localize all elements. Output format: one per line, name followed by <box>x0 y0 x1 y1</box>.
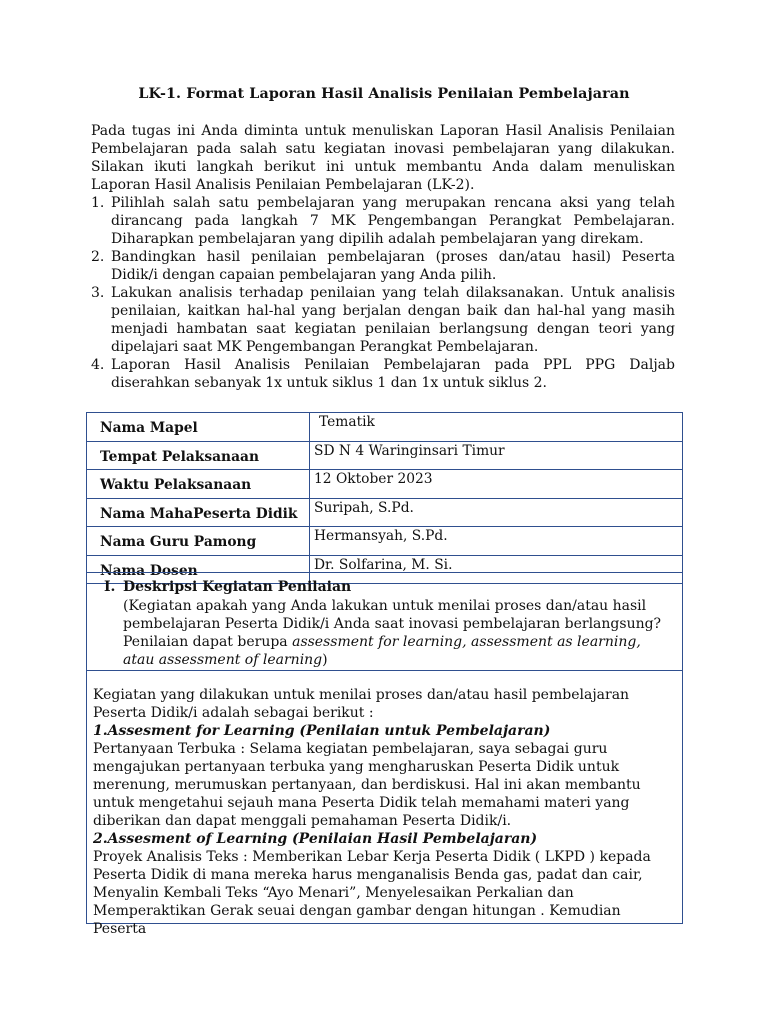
step-text: Lakukan analisis terhadap penilaian yang telah dilaksanakan. Untuk analisis penilaian, kaitkan hal-hal yang berjalan dengan baik dan hal-hal yang masih menjadi hambatan saat kegiatan penilaian berlangsung dengan teori yang dipelajari saat MK Pengembangan Perangkat Pembelajaran. <box>111 285 675 355</box>
section-roman-numeral: I. <box>104 579 116 595</box>
table-row <box>87 470 683 499</box>
step-text: Bandingkan hasil penilaian pembelajaran (proses dan/atau hasil) Peserta Didik/i dengan capaian pembelajaran yang Anda pilih. <box>111 249 675 283</box>
intro-paragraph: Pada tugas ini Anda diminta untuk menuliskan Laporan Hasil Analisis Penilaian Pembelajaran pada salah satu kegiatan inovasi pembelajaran yang dilakukan. Silakan ikuti langkah berikut ini untuk membantu Anda dalam menuliskan Laporan Hasil Analisis Penilaian Pembelajaran (LK-2). <box>91 123 675 193</box>
subheading-assessment-for-learning: 1.Assesment for Learning (Penilaian untuk Pembelajaran) <box>93 723 551 739</box>
section-heading <box>104 579 351 595</box>
field-label-mapel: Nama Mapel <box>87 413 310 442</box>
table-row <box>87 441 683 470</box>
field-value-guru-pamong[interactable]: Hermansyah, S.Pd. <box>310 527 683 556</box>
step-text: Laporan Hasil Analisis Penilaian Pembelajaran pada PPL PPG Daljab diserahkan sebanyak 1x untuk siklus 1 dan 1x untuk siklus 2. <box>111 357 675 391</box>
table-row <box>87 527 683 556</box>
section-instruction <box>123 597 671 669</box>
step-item <box>91 284 675 356</box>
step-item <box>91 356 675 392</box>
section-heading-text: Deskripsi Kegiatan Penilaian <box>123 579 352 595</box>
step-text: Pilihlah salah satu pembelajaran yang merupakan rencana aksi yang telah dirancang pada langkah 7 MK Pengembangan Perangkat Pembelajaran. Diharapkan pembelajaran yang dipilih adalah pembelajaran yang direkam. <box>111 195 675 247</box>
section-answer-box[interactable] <box>86 670 683 937</box>
paragraph-assessment-for-learning: Pertanyaan Terbuka : Selama kegiatan pembelajaran, saya sebagai guru mengajukan pertanyaan terbuka yang mengharuskan Peserta Didik untuk merenung, merumuskan pertanyaan, dan berdiskusi. Hal ini akan membantu untuk mengetahui sejauh mana Peserta Didik telah memahami materi yang diberikan dan dapat menggali pemahaman Peserta Didik/i. <box>93 741 641 829</box>
subheading-assessment-of-learning: 2.Assesment of Learning (Penilaian Hasil Pembelajaran) <box>93 831 538 847</box>
field-label-guru-pamong: Nama Guru Pamong <box>87 527 310 556</box>
field-value-tempat[interactable]: SD N 4 Waringinsari Timur <box>310 441 683 470</box>
paragraph-assessment-of-learning: Proyek Analisis Teks : Memberikan Lebar Kerja Peserta Didik ( LKPD ) kepada Peserta Didik di mana mereka harus menganalisis Benda gas, padat dan cair, Menyalin Kembali Teks “Ayo Menari”, Menyelesaikan Perkalian dan Memperaktikan Gerak seuai dengan gambar dengan hitungan . Kemudian Peserta <box>93 849 651 937</box>
field-label-mahasiswa: Nama MahaPeserta Didik <box>87 498 310 527</box>
step-number: 3. <box>91 285 105 301</box>
field-label-waktu: Waktu Pelaksanaan <box>87 470 310 499</box>
step-number: 1. <box>91 195 105 211</box>
table-row <box>87 498 683 527</box>
info-table <box>86 412 683 584</box>
field-value-mapel[interactable]: Tematik <box>310 413 683 442</box>
field-value-waktu[interactable]: 12 Oktober 2023 <box>310 470 683 499</box>
step-number: 2. <box>91 249 105 265</box>
field-value-mahasiswa[interactable]: Suripah, S.Pd. <box>310 498 683 527</box>
section-description-box <box>86 572 683 671</box>
instruction-italic: assessment for learning, assessment as learning, atau assessment of learning <box>123 634 641 668</box>
instruction-plain: (Kegiatan apakah yang Anda lakukan untuk menilai proses dan/atau hasil pembelajaran Peserta Didik/i Anda saat inovasi pembelajaran berlangsung? Penilaian dapat berupa <box>123 598 662 650</box>
field-label-tempat: Tempat Pelaksanaan <box>87 441 310 470</box>
instruction-close: ) <box>322 652 328 668</box>
step-item <box>91 194 675 248</box>
answer-text <box>93 686 678 938</box>
step-item <box>91 248 675 284</box>
field-label-dosen: Nama Dosen <box>87 555 310 584</box>
field-value-dosen[interactable]: Dr. Solfarina, M. Si. <box>310 555 683 584</box>
step-number: 4. <box>91 357 105 373</box>
document-title: LK-1. Format Laporan Hasil Analisis Penilaian Pembelajaran <box>138 86 630 102</box>
answer-lead: Kegiatan yang dilakukan untuk menilai proses dan/atau hasil pembelajaran Peserta Didik/i adalah sebagai berikut : <box>93 687 630 721</box>
table-row <box>87 413 683 442</box>
steps-list <box>91 194 675 392</box>
